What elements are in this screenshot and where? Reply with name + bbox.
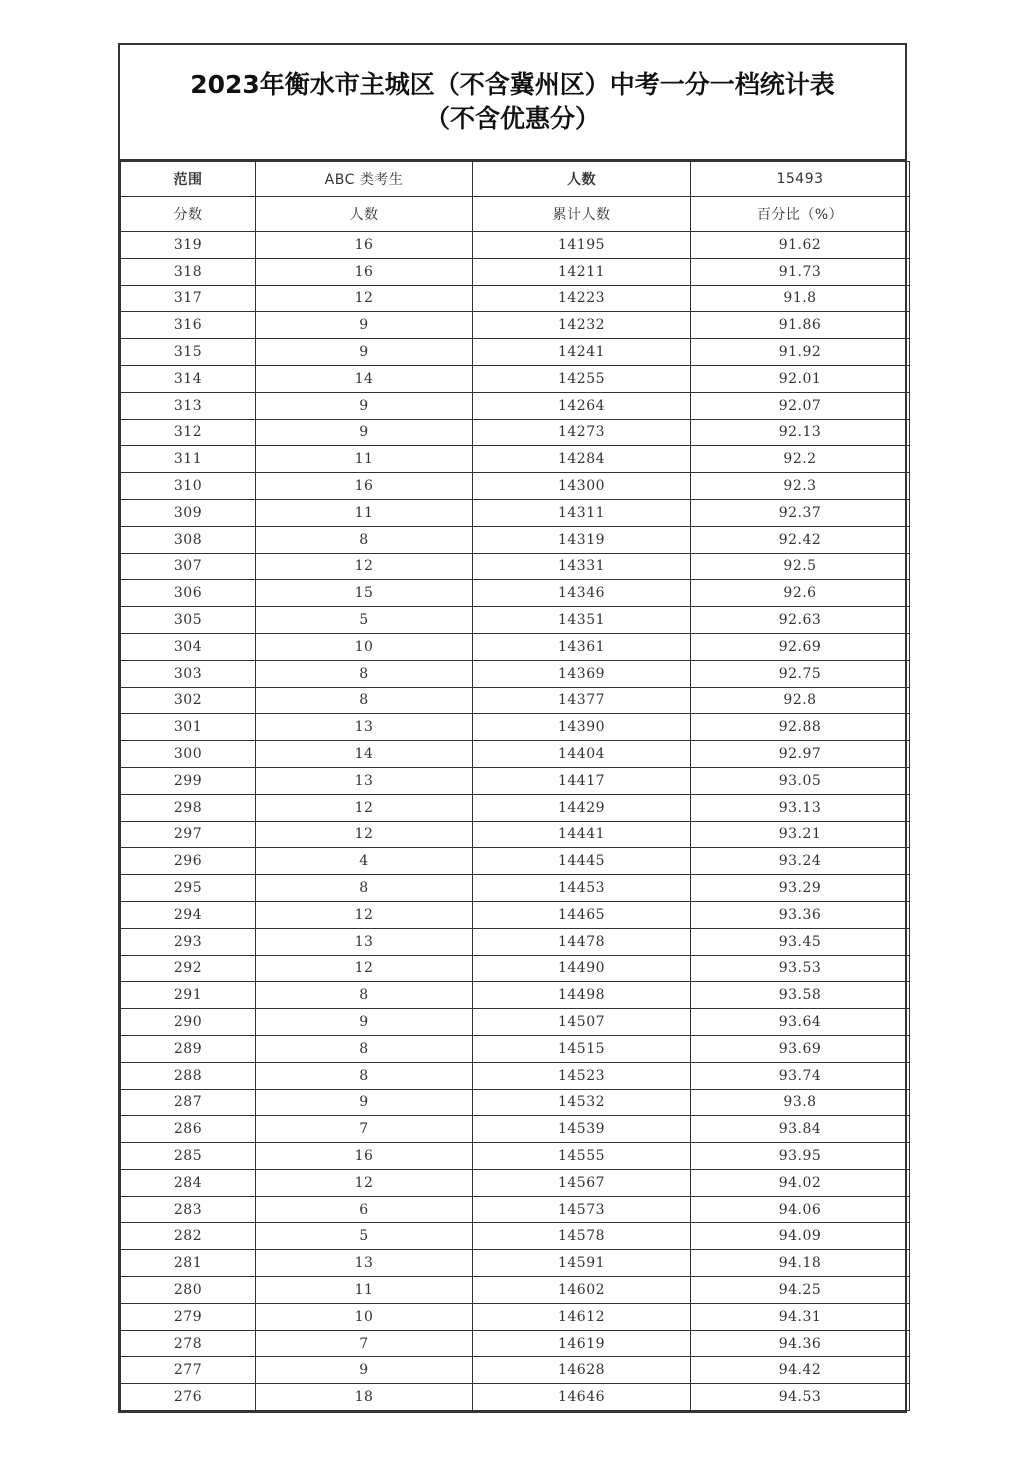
cumulative-cell: 14284 [473,446,691,473]
percent-cell: 94.31 [691,1303,910,1330]
cumulative-cell: 14331 [473,553,691,580]
table-row [121,901,910,928]
count-cell: 10 [256,633,473,660]
count-cell: 4 [256,848,473,875]
count-cell: 12 [256,901,473,928]
percent-cell: 92.2 [691,446,910,473]
score-cell: 281 [121,1250,256,1277]
score-cell: 289 [121,1035,256,1062]
score-cell: 318 [121,258,256,285]
table-row [121,1089,910,1116]
percent-cell: 91.92 [691,339,910,366]
score-cell: 305 [121,607,256,634]
percent-cell: 93.84 [691,1116,910,1143]
cumulative-cell: 14441 [473,821,691,848]
cumulative-cell: 14498 [473,982,691,1009]
column-header-cumulative: 累计人数 [473,197,691,232]
score-cell: 285 [121,1143,256,1170]
cumulative-cell: 14361 [473,633,691,660]
cumulative-cell: 14453 [473,875,691,902]
count-cell: 11 [256,446,473,473]
cumulative-cell: 14628 [473,1357,691,1384]
cumulative-cell: 14578 [473,1223,691,1250]
cumulative-cell: 14555 [473,1143,691,1170]
count-cell: 11 [256,1277,473,1304]
percent-cell: 93.64 [691,1009,910,1036]
cumulative-cell: 14478 [473,928,691,955]
total-count-label: 人数 [473,162,691,197]
table-row [121,1277,910,1304]
table-body [121,232,910,1411]
count-cell: 12 [256,1169,473,1196]
cumulative-cell: 14465 [473,901,691,928]
percent-cell: 93.45 [691,928,910,955]
count-cell: 12 [256,553,473,580]
cumulative-cell: 14532 [473,1089,691,1116]
table-row [121,794,910,821]
count-cell: 9 [256,392,473,419]
score-cell: 315 [121,339,256,366]
score-cell: 317 [121,285,256,312]
table-row [121,767,910,794]
percent-cell: 94.09 [691,1223,910,1250]
score-cell: 299 [121,767,256,794]
count-cell: 12 [256,821,473,848]
percent-cell: 92.75 [691,660,910,687]
score-cell: 276 [121,1384,256,1411]
count-cell: 9 [256,312,473,339]
percent-cell: 91.8 [691,285,910,312]
range-label: 范围 [121,162,256,197]
cumulative-cell: 14255 [473,365,691,392]
cumulative-cell: 14273 [473,419,691,446]
table-row [121,419,910,446]
count-cell: 8 [256,526,473,553]
score-cell: 297 [121,821,256,848]
count-cell: 9 [256,339,473,366]
cumulative-cell: 14429 [473,794,691,821]
score-table [120,161,910,1411]
count-cell: 5 [256,1223,473,1250]
percent-cell: 94.18 [691,1250,910,1277]
cumulative-cell: 14377 [473,687,691,714]
table-row [121,1223,910,1250]
percent-cell: 92.88 [691,714,910,741]
percent-cell: 92.5 [691,553,910,580]
table-row [121,473,910,500]
percent-cell: 93.29 [691,875,910,902]
table-row [121,1116,910,1143]
count-cell: 8 [256,1062,473,1089]
count-cell: 8 [256,875,473,902]
score-cell: 291 [121,982,256,1009]
percent-cell: 93.24 [691,848,910,875]
cumulative-cell: 14602 [473,1277,691,1304]
table-row [121,1143,910,1170]
score-cell: 311 [121,446,256,473]
score-cell: 309 [121,499,256,526]
cumulative-cell: 14300 [473,473,691,500]
table-row [121,928,910,955]
percent-cell: 92.63 [691,607,910,634]
count-cell: 8 [256,687,473,714]
score-cell: 278 [121,1330,256,1357]
column-header-count: 人数 [256,197,473,232]
percent-cell: 94.25 [691,1277,910,1304]
table-row [121,1330,910,1357]
percent-cell: 94.42 [691,1357,910,1384]
percent-cell: 92.07 [691,392,910,419]
table-row [121,848,910,875]
score-cell: 308 [121,526,256,553]
cumulative-cell: 14223 [473,285,691,312]
column-header-score: 分数 [121,197,256,232]
count-cell: 5 [256,607,473,634]
percent-cell: 93.53 [691,955,910,982]
cumulative-cell: 14241 [473,339,691,366]
score-cell: 298 [121,794,256,821]
score-cell: 306 [121,580,256,607]
cumulative-cell: 14523 [473,1062,691,1089]
cumulative-cell: 14232 [473,312,691,339]
score-cell: 319 [121,232,256,259]
table-row [121,1035,910,1062]
count-cell: 13 [256,767,473,794]
score-cell: 292 [121,955,256,982]
score-cell: 300 [121,741,256,768]
score-cell: 293 [121,928,256,955]
percent-cell: 92.3 [691,473,910,500]
percent-cell: 92.97 [691,741,910,768]
table-row [121,553,910,580]
table-row [121,714,910,741]
table-row [121,1062,910,1089]
score-cell: 303 [121,660,256,687]
table-row [121,875,910,902]
score-cell: 284 [121,1169,256,1196]
cumulative-cell: 14507 [473,1009,691,1036]
table-row [121,660,910,687]
table-title [120,45,905,161]
cumulative-cell: 14490 [473,955,691,982]
table-row [121,1384,910,1411]
percent-cell: 91.86 [691,312,910,339]
title-line-2: （不含优惠分） [424,104,600,133]
cumulative-cell: 14612 [473,1303,691,1330]
count-cell: 12 [256,285,473,312]
table-row [121,607,910,634]
count-cell: 6 [256,1196,473,1223]
count-cell: 9 [256,1357,473,1384]
percent-cell: 92.42 [691,526,910,553]
table-row [121,741,910,768]
percent-cell: 93.95 [691,1143,910,1170]
percent-cell: 94.53 [691,1384,910,1411]
column-header-percent: 百分比（%） [691,197,910,232]
column-header-row [121,197,910,232]
title-line-1: 2023年衡水市主城区（不含冀州区）中考一分一档统计表 [190,70,835,99]
summary-row [121,162,910,197]
table-row [121,955,910,982]
score-cell: 280 [121,1277,256,1304]
count-cell: 14 [256,365,473,392]
table-row [121,982,910,1009]
percent-cell: 93.21 [691,821,910,848]
cumulative-cell: 14311 [473,499,691,526]
cumulative-cell: 14445 [473,848,691,875]
count-cell: 15 [256,580,473,607]
score-cell: 290 [121,1009,256,1036]
score-cell: 295 [121,875,256,902]
cumulative-cell: 14351 [473,607,691,634]
table-row [121,633,910,660]
table-row [121,446,910,473]
table-row [121,392,910,419]
table-row [121,1169,910,1196]
count-cell: 18 [256,1384,473,1411]
score-cell: 294 [121,901,256,928]
cumulative-cell: 14369 [473,660,691,687]
cumulative-cell: 14264 [473,392,691,419]
score-cell: 277 [121,1357,256,1384]
table-row [121,232,910,259]
range-value: ABC 类考生 [256,162,473,197]
percent-cell: 91.73 [691,258,910,285]
score-cell: 282 [121,1223,256,1250]
table-row [121,526,910,553]
score-cell: 283 [121,1196,256,1223]
count-cell: 8 [256,660,473,687]
table-row [121,1009,910,1036]
table-row [121,821,910,848]
score-cell: 316 [121,312,256,339]
score-cell: 312 [121,419,256,446]
percent-cell: 93.13 [691,794,910,821]
count-cell: 11 [256,499,473,526]
table-row [121,687,910,714]
score-cell: 286 [121,1116,256,1143]
percent-cell: 93.05 [691,767,910,794]
score-cell: 307 [121,553,256,580]
percent-cell: 92.13 [691,419,910,446]
percent-cell: 92.69 [691,633,910,660]
cumulative-cell: 14417 [473,767,691,794]
score-table-sheet [118,43,907,1413]
count-cell: 13 [256,714,473,741]
table-row [121,365,910,392]
percent-cell: 92.6 [691,580,910,607]
percent-cell: 93.8 [691,1089,910,1116]
table-row [121,312,910,339]
cumulative-cell: 14211 [473,258,691,285]
cumulative-cell: 14591 [473,1250,691,1277]
table-row [121,499,910,526]
table-row [121,1357,910,1384]
cumulative-cell: 14567 [473,1169,691,1196]
score-cell: 313 [121,392,256,419]
count-cell: 14 [256,741,473,768]
cumulative-cell: 14319 [473,526,691,553]
count-cell: 16 [256,232,473,259]
cumulative-cell: 14646 [473,1384,691,1411]
count-cell: 9 [256,1009,473,1036]
count-cell: 10 [256,1303,473,1330]
table-row [121,580,910,607]
count-cell: 8 [256,982,473,1009]
total-count-value: 15493 [691,162,910,197]
score-cell: 296 [121,848,256,875]
count-cell: 16 [256,473,473,500]
count-cell: 16 [256,1143,473,1170]
percent-cell: 94.02 [691,1169,910,1196]
table-row [121,1196,910,1223]
count-cell: 13 [256,928,473,955]
percent-cell: 93.69 [691,1035,910,1062]
count-cell: 9 [256,1089,473,1116]
cumulative-cell: 14404 [473,741,691,768]
percent-cell: 94.36 [691,1330,910,1357]
score-cell: 302 [121,687,256,714]
percent-cell: 92.8 [691,687,910,714]
cumulative-cell: 14539 [473,1116,691,1143]
cumulative-cell: 14619 [473,1330,691,1357]
percent-cell: 93.74 [691,1062,910,1089]
count-cell: 12 [256,955,473,982]
table-row [121,258,910,285]
table-row [121,339,910,366]
cumulative-cell: 14573 [473,1196,691,1223]
score-cell: 287 [121,1089,256,1116]
score-cell: 301 [121,714,256,741]
percent-cell: 92.01 [691,365,910,392]
count-cell: 9 [256,419,473,446]
percent-cell: 93.36 [691,901,910,928]
count-cell: 7 [256,1330,473,1357]
score-cell: 304 [121,633,256,660]
score-cell: 314 [121,365,256,392]
count-cell: 8 [256,1035,473,1062]
cumulative-cell: 14195 [473,232,691,259]
score-cell: 279 [121,1303,256,1330]
score-cell: 288 [121,1062,256,1089]
percent-cell: 91.62 [691,232,910,259]
cumulative-cell: 14390 [473,714,691,741]
count-cell: 7 [256,1116,473,1143]
count-cell: 16 [256,258,473,285]
score-cell: 310 [121,473,256,500]
count-cell: 13 [256,1250,473,1277]
cumulative-cell: 14346 [473,580,691,607]
table-row [121,1303,910,1330]
table-row [121,1250,910,1277]
percent-cell: 94.06 [691,1196,910,1223]
percent-cell: 92.37 [691,499,910,526]
count-cell: 12 [256,794,473,821]
cumulative-cell: 14515 [473,1035,691,1062]
table-row [121,285,910,312]
percent-cell: 93.58 [691,982,910,1009]
